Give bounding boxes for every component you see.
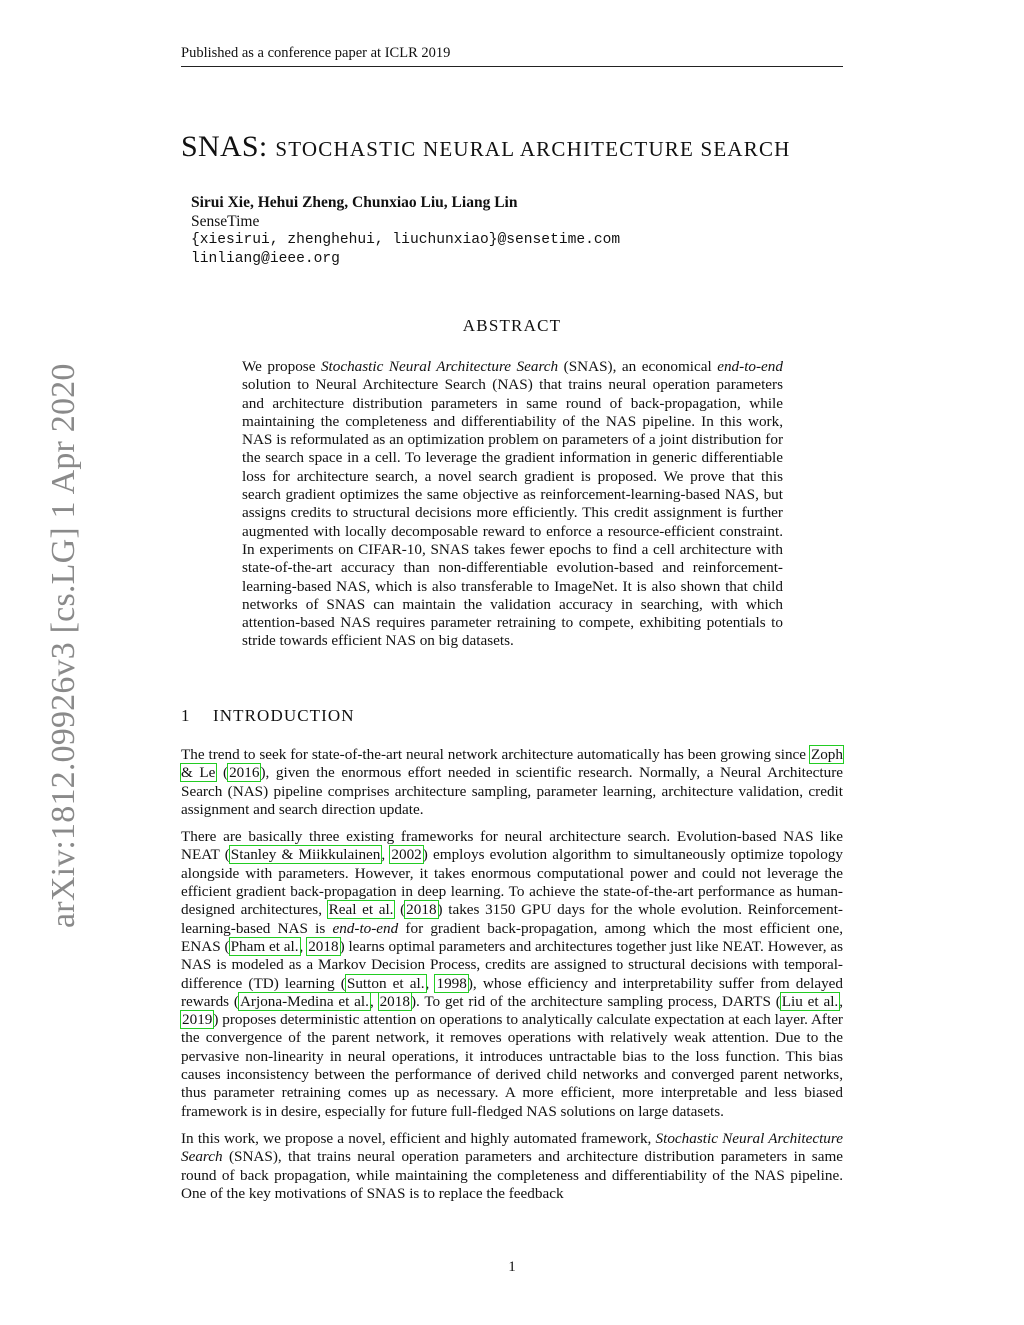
text: for gradient back-propagation, among which the most efficient one, ENAS ( [181,919,843,955]
title-rest: STOCHASTIC NEURAL ARCHITECTURE SEARCH [275,137,791,161]
text: There are basically three existing frameworks for neural architecture search. Evolution-based NAS like NEAT ( [181,828,843,864]
text: ), given the enormous effort needed in scientific research. Normally, a Neural Architecture Search (NAS) pipeline comprises architecture sampling, parameter learning, architecture validation, credit assignment and search direction update. [181,764,843,818]
text: , [381,846,391,864]
citation-link[interactable]: 2018 [308,937,339,955]
author-email-2: linliang@ieee.org [191,251,340,267]
citation-link[interactable]: 2019 [182,1011,213,1029]
text: ( [216,764,229,782]
abstract-heading: ABSTRACT [462,316,562,335]
citation-link[interactable]: Liu et al. [781,992,839,1010]
section-title: INTRODUCTION [213,706,355,725]
citation-link[interactable]: 2016 [229,764,260,782]
text: ) employs evolution algorithm to simultaneously optimize topology alongside with parameters. However, it takes enormous computational power and could not leverage the efficient gradient back-propagation in deep learning. To achieve the state-of-the-art performance as human-designed architectures, [181,846,844,919]
citation-link[interactable]: 2002 [391,846,422,864]
text: , [369,992,379,1010]
text: ), whose efficiency and interpretability suffer from delayed rewards ( [181,974,843,1010]
abstract-body [242,358,783,651]
running-header: Published as a conference paper at ICLR 2019 [181,43,843,67]
paragraph [181,828,843,1121]
citation-link[interactable]: 2018 [406,901,437,919]
citation-link[interactable]: Stanley & Miikkulainen [230,846,381,864]
introduction-body [181,746,843,1212]
paragraph [181,1130,843,1203]
abstract-text: solution to Neural Architecture Search (NAS) that trains neural operation parameters and architecture distribution parameters in same round of back-propagation, while maintaining the completeness and differentiability of the NAS pipeline. In this work, NAS is reformulated as an optimization problem on parameters of a joint distribution for the search space in a cell. To leverage the gradient information in generic differentiable loss for architecture search, a novel search gradient is proposed. We prove that this search gradient optimizes the same objective as reinforcement-learning-based NAS, but assigns credits to structural decisions more efficiently. This credit assignment is further augmented with locally decomposable reward to enforce a resource-efficient constraint. In experiments on CIFAR-10, SNAS takes fewer epochs to find a cell architecture with state-of-the-art accuracy than non-differentiable evolution-based and reinforcement-learning-based NAS, which is also transferable to ImageNet. It is also shown that child networks of SNAS can maintain the validation accuracy in searching, with which attention-based NAS requires parameter retraining to compete, exhibiting potentials to stride towards efficient NAS on big datasets. [242,376,783,650]
author-names: Sirui Xie, Hehui Zheng, Chunxiao Liu, Liang Lin [191,194,518,211]
text: , [425,974,436,992]
section-number: 1 [181,706,191,725]
arxiv-identifier[interactable]: arXiv:1812.09926v3 [cs.LG] 1 Apr 2020 [45,363,82,928]
text: ( [394,901,406,919]
text: (SNAS), that trains neural operation parameters and architecture distribution parameters in same round of back propagation, while maintaining the completeness and differentiability of the NAS pipeline. One of the key motivations of SNAS is to replace the feedback [181,1148,843,1202]
citation-link[interactable]: 1998 [436,974,467,992]
citation-link[interactable]: Arjona-Medina et al. [239,992,369,1010]
citation-link[interactable]: Sutton et al. [346,974,425,992]
citation-link[interactable]: Real et al. [328,901,394,919]
abstract-emphasis: Stochastic Neural Architecture Search [320,358,559,375]
author-block [191,193,791,269]
emphasis: end-to-end [332,919,399,937]
title-main: SNAS: [181,130,268,163]
emphasis: Stochastic Neural Architecture Search [181,1129,843,1166]
text: ) learns optimal parameters and architectures together just like NEAT. However, as NAS is modeled as a Markov Decision Process, credits are assigned to structural decisions with temporal-difference (TD) learning ( [181,937,844,992]
paper-title [181,128,861,168]
text: The trend to seek for state-of-the-art neural network architecture automatically has been growing since [181,746,810,763]
text: , [839,992,844,1010]
citation-link[interactable]: Pham et al. [230,937,299,955]
author-email: {xiesirui, zhenghehui, liuchunxiao}@sensetime.com [191,232,621,248]
text: , [299,937,308,955]
citation-link[interactable]: 2018 [379,992,410,1010]
section-heading [181,705,843,727]
text: ) proposes deterministic attention on operations to analytically calculate expectation at each layer. After the convergence of the parent network, it removes operations with relatively weak attention. Due to the pervasive non-linearity in neural operations, it introduces untractable bias to the loss function. This bias causes inconsistency between the performance of derived child networks and converged parent networks, thus parameter retraining comes up as necessary. A more efficient, more interpretable and less biased framework is in desire, especially for future full-fledged NAS solutions on large datasets. [181,1011,843,1120]
page-number: 1 [508,1259,516,1275]
abstract-text: (SNAS), an economical [558,358,718,375]
citation-link[interactable]: Zoph & Le [181,746,843,782]
author-affiliation: SenseTime [191,213,260,230]
text: In this work, we propose a novel, efficient and highly automated framework, [181,1129,656,1147]
abstract-emphasis: end-to-end [717,358,783,375]
abstract-text: We propose [242,358,321,375]
text: ) takes 3150 GPU days for the whole evolution. Reinforcement-learning-based NAS is [181,901,843,937]
text: ). To get rid of the architecture sampling process, DARTS ( [410,992,781,1010]
paragraph [181,746,843,819]
